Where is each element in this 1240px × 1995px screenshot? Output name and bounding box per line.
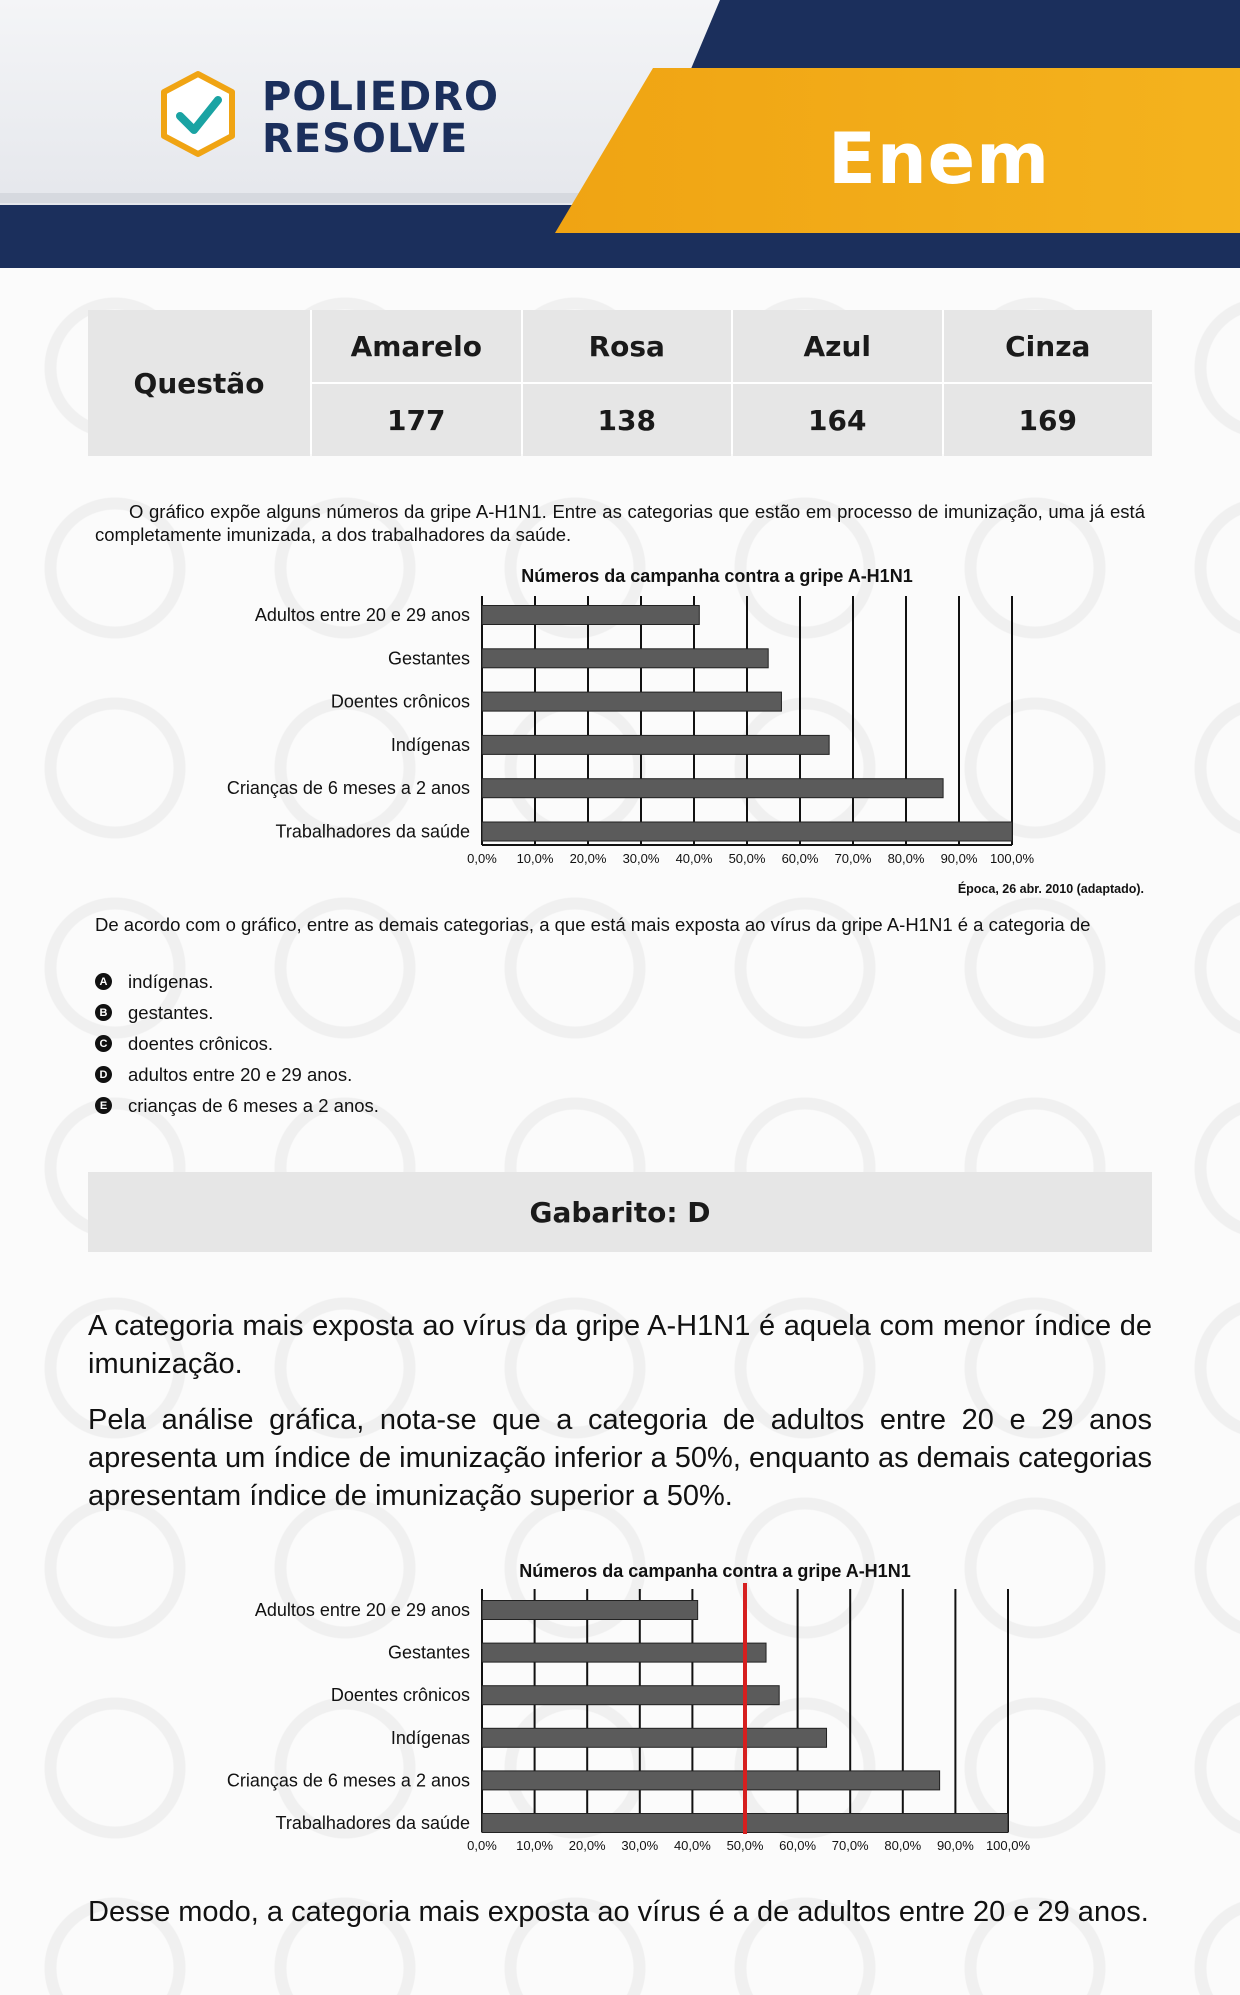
question-prompt: De acordo com o gráfico, entre as demais categorias, a que está mais exposta ao vírus da gripe A-H1N1 é a categoria de [95, 914, 1091, 935]
category-label: Adultos entre 20 e 29 anos [254, 1600, 470, 1620]
x-tick-label: 10,0% [516, 851, 554, 866]
brand-logo-text [262, 76, 499, 160]
bar [482, 1601, 698, 1620]
bar [482, 779, 943, 798]
category-label: Gestantes [387, 648, 470, 669]
answer-key: Gabarito: D [88, 1172, 1152, 1252]
chart-title: Números da campanha contra a gripe A-H1N1 [519, 1561, 911, 1581]
category-label: Gestantes [387, 1642, 470, 1663]
category-label: Indígenas [390, 734, 470, 755]
page-header [0, 0, 1240, 268]
question-number: 164 [733, 384, 942, 456]
category-label: Adultos entre 20 e 29 anos [254, 605, 470, 625]
bar [482, 1686, 779, 1705]
option-text: adultos entre 20 e 29 anos. [128, 1063, 353, 1085]
brand-line1: POLIEDRO [262, 74, 500, 120]
header-strip [0, 193, 640, 203]
x-tick-label: 20,0% [568, 1838, 606, 1853]
x-tick-label: 80,0% [887, 851, 925, 866]
question-table [88, 310, 1152, 454]
x-tick-label: 70,0% [834, 851, 872, 866]
column-header: Amarelo [312, 310, 521, 382]
x-tick-label: 90,0% [936, 1838, 974, 1853]
question-label: Questão [88, 310, 310, 456]
explanation-p1: A categoria mais exposta ao vírus da gripe A-H1N1 é aquela com menor índice de imunização. [88, 1310, 1152, 1380]
x-tick-label: 90,0% [940, 851, 978, 866]
bar [482, 692, 781, 711]
column-header: Rosa [523, 310, 732, 382]
explanation-p2: Pela análise gráfica, nota-se que a categoria de adultos entre 20 e 29 anos apresenta um índice de imunização inferior a 50%, enquanto as demais categorias apresentam índice de imunização superior a 50%. [88, 1404, 1152, 1512]
chart-1 [0, 560, 1240, 905]
category-label: Trabalhadores da saúde [275, 821, 470, 842]
question-source: Época, 26 abr. 2010 (adaptado). [957, 882, 1144, 896]
question-number: 138 [523, 384, 732, 456]
x-tick-label: 100,0% [985, 1838, 1031, 1853]
x-tick-label: 70,0% [831, 1838, 869, 1853]
option-d[interactable] [95, 1059, 379, 1090]
column-header: Cinza [944, 310, 1153, 382]
option-b[interactable] [95, 997, 379, 1028]
exam-title: Enem [828, 118, 1051, 200]
chart-2-svg [0, 1555, 1240, 1875]
option-text: crianças de 6 meses a 2 anos. [128, 1094, 379, 1116]
x-tick-label: 30,0% [622, 851, 660, 866]
category-label: Crianças de 6 meses a 2 anos [226, 778, 470, 799]
option-letter: D [95, 1066, 112, 1083]
x-tick-label: 40,0% [673, 1838, 711, 1853]
bar [482, 1728, 827, 1747]
x-tick-label: 10,0% [516, 1838, 554, 1853]
option-c[interactable] [95, 1028, 379, 1059]
option-letter: A [95, 973, 112, 990]
explanation-p3: Desse modo, a categoria mais exposta ao vírus é a de adultos entre 20 e 29 anos. [88, 1896, 1149, 1928]
bar [482, 735, 829, 754]
chart-title: Números da campanha contra a gripe A-H1N1 [521, 566, 913, 586]
option-text: doentes crônicos. [128, 1032, 274, 1054]
x-tick-label: 0,0% [467, 851, 497, 866]
option-e[interactable] [95, 1090, 379, 1121]
x-tick-label: 20,0% [569, 851, 607, 866]
x-tick-label: 40,0% [675, 851, 713, 866]
x-tick-label: 30,0% [621, 1838, 659, 1853]
category-label: Doentes crônicos [330, 691, 470, 712]
category-label: Indígenas [390, 1727, 470, 1748]
brand-line2: RESOLVE [262, 116, 469, 162]
category-label: Trabalhadores da saúde [275, 1813, 470, 1833]
bar [482, 1771, 940, 1790]
category-label: Doentes crônicos [330, 1685, 470, 1706]
option-a[interactable] [95, 966, 379, 997]
option-text: indígenas. [128, 970, 214, 992]
option-text: gestantes. [128, 1001, 214, 1023]
option-letter: B [95, 1004, 112, 1021]
bar [482, 649, 768, 668]
x-tick-label: 50,0% [728, 851, 766, 866]
option-letter: E [95, 1097, 112, 1114]
option-letter: C [95, 1035, 112, 1052]
chart-2 [0, 1555, 1240, 1875]
x-tick-label: 60,0% [779, 1838, 817, 1853]
chart-1-svg [0, 560, 1240, 905]
x-tick-label: 50,0% [726, 1838, 764, 1853]
bar [482, 1643, 766, 1662]
column-header: Azul [733, 310, 942, 382]
x-tick-label: 80,0% [884, 1838, 922, 1853]
checkmark-logo-icon [158, 70, 238, 158]
question-number: 169 [944, 384, 1153, 456]
answer-options [95, 966, 379, 1121]
question-number: 177 [312, 384, 521, 456]
category-label: Crianças de 6 meses a 2 anos [226, 1770, 470, 1791]
question-intro: O gráfico expõe alguns números da gripe A-H1N1. Entre as categorias que estão em processo de imunização, uma já está completamente imunizada, a dos trabalhadores da saúde. [95, 501, 1145, 545]
x-tick-label: 100,0% [989, 851, 1035, 866]
bar [482, 606, 699, 625]
x-tick-label: 60,0% [781, 851, 819, 866]
x-tick-label: 0,0% [467, 1838, 497, 1853]
bar [482, 822, 1012, 841]
